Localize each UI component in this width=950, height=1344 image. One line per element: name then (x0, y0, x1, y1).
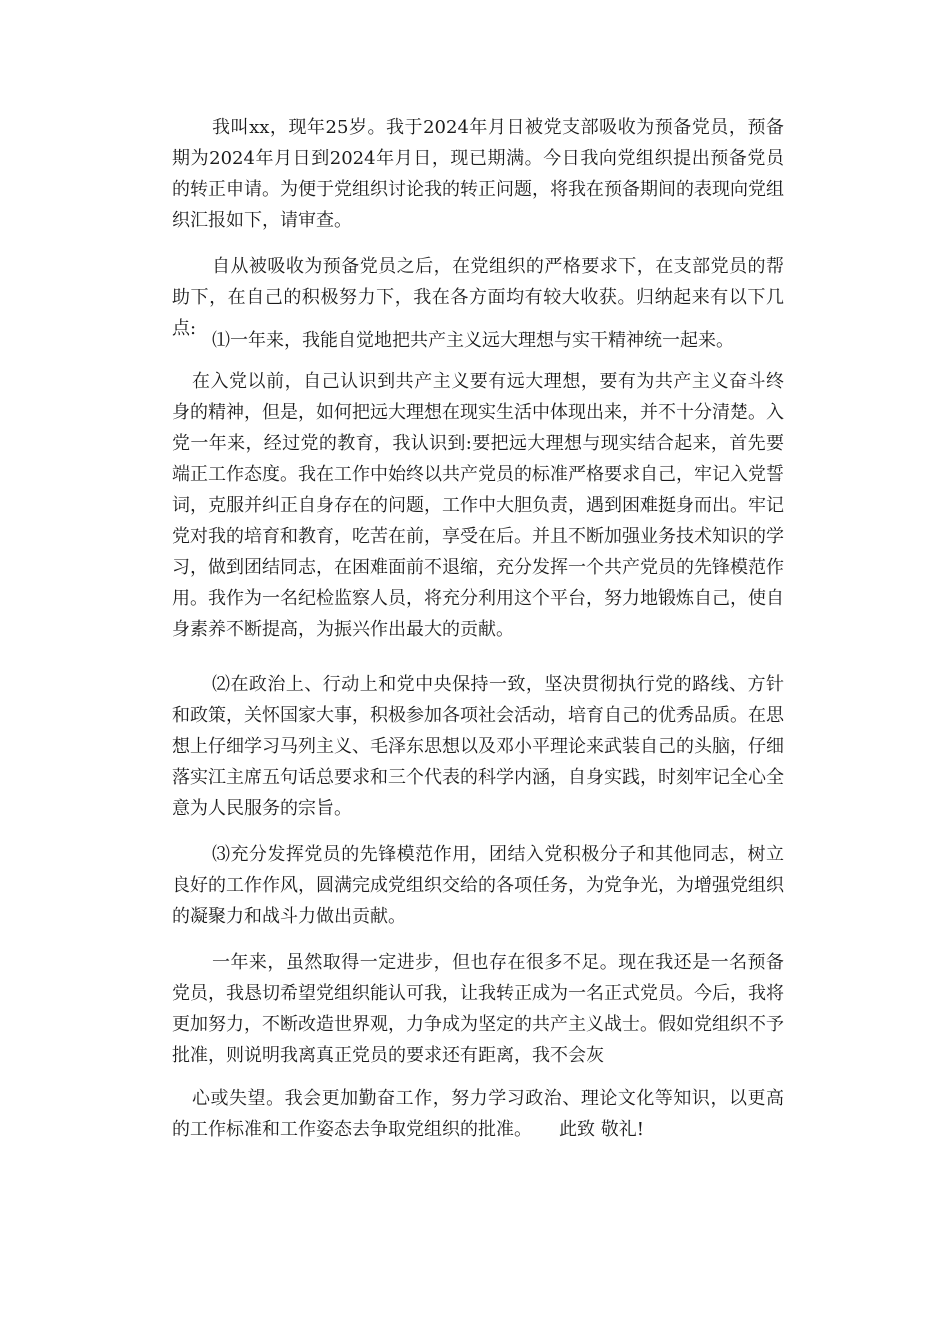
paragraph-conclusion: 一年来，虽然取得一定进步，但也存在很多不足。现在我还是一名预备党员，我恳切希望党组织能认可我，让我转正成为一名正式党员。今后，我将更加努力，不断改造世界观，力争成为坚定的共产主义战士。假如党组织不予批准，则说明我离真正党员的要求还有距离，我不会灰 (172, 952, 784, 1066)
paragraph-closing: 心或失望。我会更加勤奋工作，努力学习政治、理论文化等知识，以更高的工作标准和工作姿态去争取党组织的批准。 此致 敬礼! (172, 1088, 784, 1140)
paragraph-point-1-heading: ⑴一年来，我能自觉地把共产主义远大理想与实干精神统一起来。 (212, 330, 734, 351)
paragraph-summary-intro: 自从被吸收为预备党员之后，在党组织的严格要求下，在支部党员的帮助下，在自己的积极努力下，我在各方面均有较大收获。归纳起来有以下几点: (172, 256, 784, 339)
paragraph-introduction: 我叫xx，现年25岁。我于2024年月日被党支部吸收为预备党员，预备期为2024年月日到2024年月日，现已期满。今日我向党组织提出预备党员的转正申请。为便于党组织讨论我的转正问题，将我在预备期间的表现向党组织汇报如下，请审查。 (172, 117, 784, 231)
paragraph-point-3: ⑶充分发挥党员的先锋模范作用，团结入党积极分子和其他同志，树立良好的工作作风，圆满完成党组织交给的各项任务，为党争光，为增强党组织的凝聚力和战斗力做出贡献。 (172, 844, 784, 927)
paragraph-point-2: ⑵在政治上、行动上和党中央保持一致，坚决贯彻执行党的路线、方针和政策，关怀国家大事，积极参加各项社会活动，培育自己的优秀品质。在思想上仔细学习马列主义、毛泽东思想以及邓小平理论来武装自己的头脑，仔细落实江主席五句话总要求和三个代表的科学内涵，自身实践，时刻牢记全心全意为人民服务的宗旨。 (172, 674, 784, 819)
paragraph-point-1-body: 在入党以前，自己认识到共产主义要有远大理想，要有为共产主义奋斗终身的精神，但是，如何把远大理想在现实生活中体现出来，并不十分清楚。入党一年来，经过党的教育，我认识到:要把远大理想与现实结合起来，首先要端正工作态度。我在工作中始终以共产党员的标准严格要求自己，牢记入党誓词，克服并纠正自身存在的问题，工作中大胆负责，遇到困难挺身而出。牢记党对我的培育和教育，吃苦在前，享受在后。并且不断加强业务技术知识的学习，做到团结同志，在困难面前不退缩，充分发挥一个共产党员的先锋模范作用。我作为一名纪检监察人员，将充分利用这个平台，努力地锻炼自己，使自身素养不断提高，为振兴作出最大的贡献。 (172, 371, 784, 640)
